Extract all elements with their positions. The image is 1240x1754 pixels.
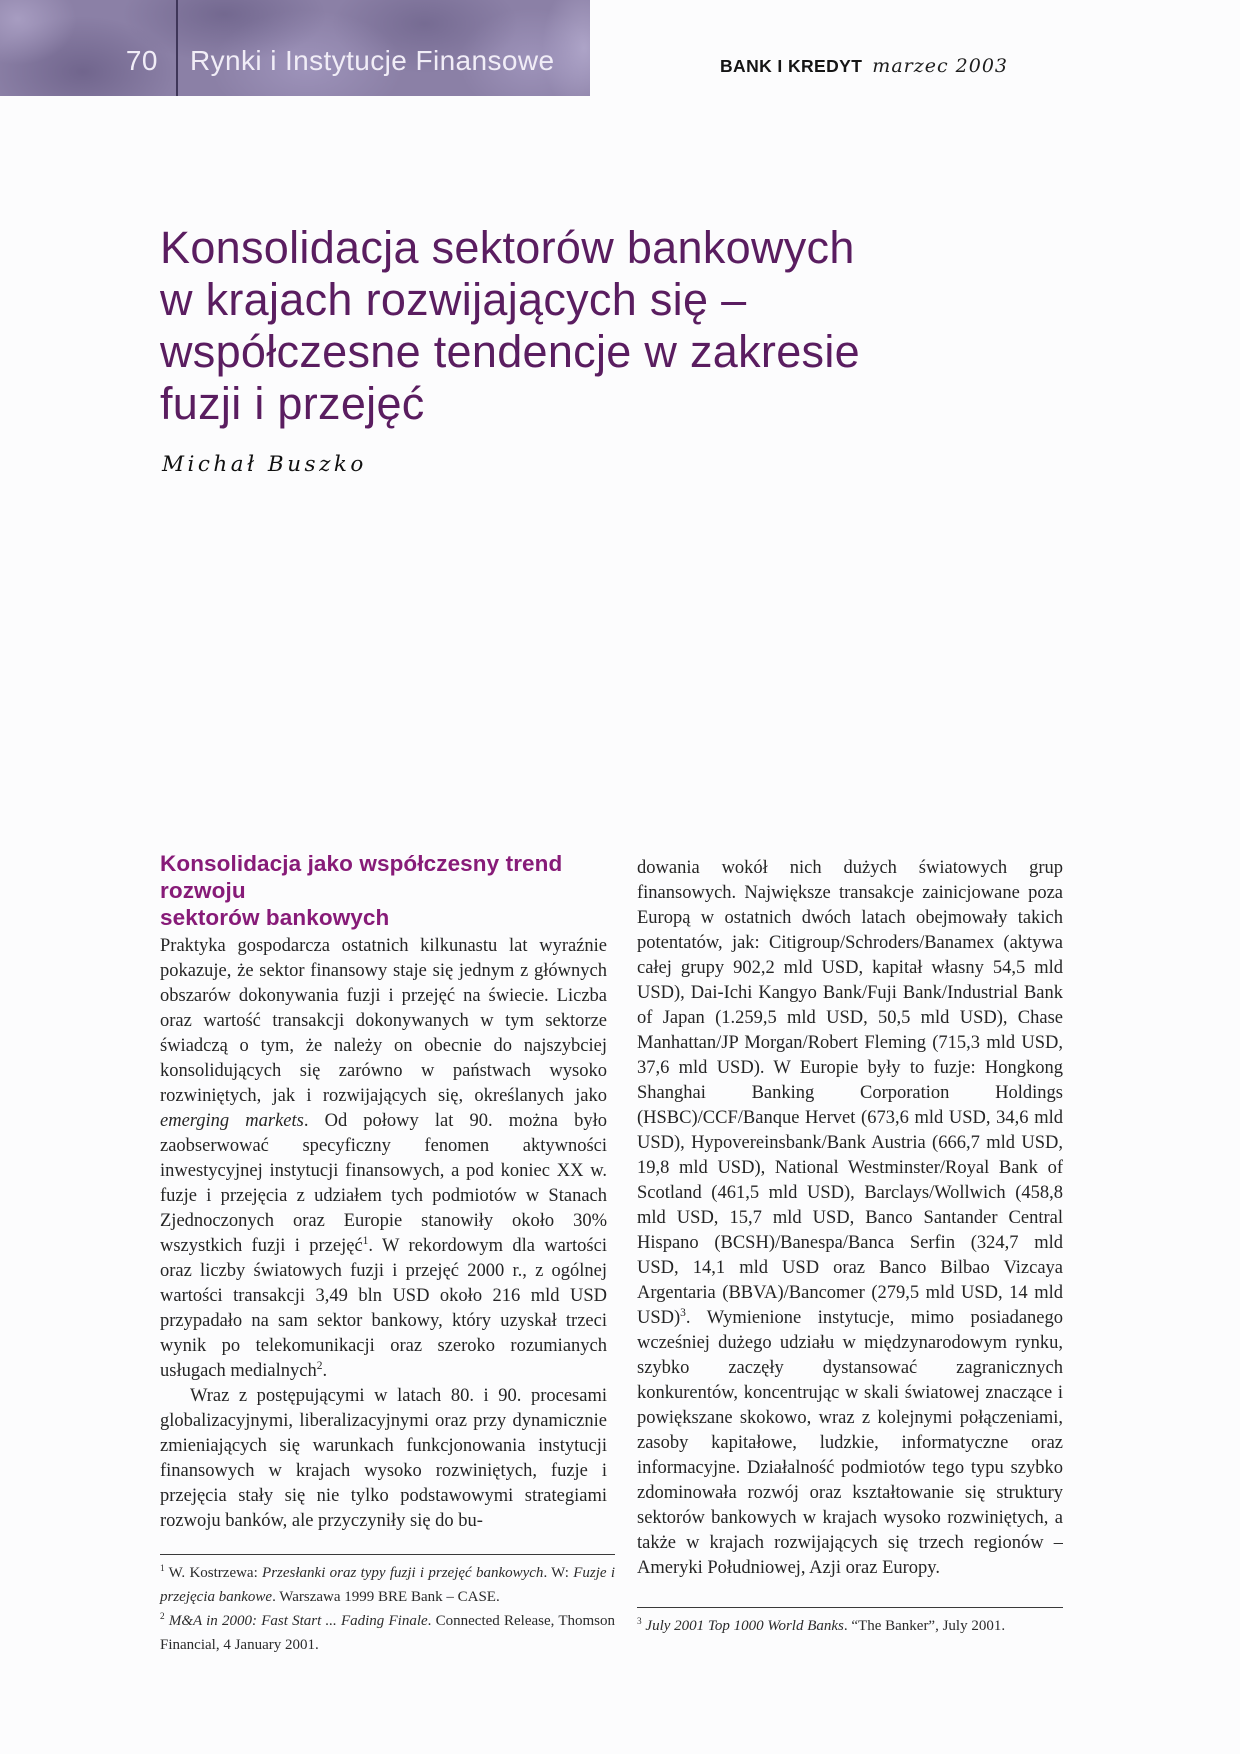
footnote-marker: 1 [160, 1564, 165, 1574]
section-heading-line: sektorów bankowych [160, 905, 390, 930]
footnote-text-italic: July 2001 Top 1000 World Banks [645, 1618, 844, 1634]
page-banner [0, 0, 590, 96]
article-title-line: w krajach rozwijających się – [160, 274, 747, 325]
article-title [160, 222, 1040, 430]
footnotes-right [637, 1615, 1063, 1640]
footnote-ref-1: 1 [362, 1234, 369, 1247]
banner-section-title: Rynki i Instytucje Finansowe [190, 45, 555, 76]
footnote-rule-right [637, 1607, 1063, 1608]
paragraph [160, 934, 607, 1384]
author-name: Michał Buszko [162, 452, 367, 477]
journal-header [720, 55, 1008, 77]
footnote-text: . Warszawa 1999 BRE Bank – CASE. [272, 1588, 500, 1605]
page-number: 70 [125, 45, 158, 76]
footnote-ref-3: 3 [680, 1306, 686, 1319]
body-text: . Wymienione instytucje, mimo posiadanego wcześniej dużego udziału w międzynarodowym rynku, szybko zaczęły dystansować zagranicznych konkurentów, koncentrując w skali światowej znaczące i powiększane skokowo, wraz z kolejnymi połączeniami, zasoby kapitałowe, ludzkie, informatyczne oraz informacyjne. Działalność podmiotów tego typu szybko zdominowała rozwój oraz kształtowanie się struktury sektorów bankowych w krajach wysoko rozwiniętych, a także w krajach rozwijających się trzech regionów – Ameryki Południowej, Azji oraz Europy. [637, 1308, 1063, 1578]
footnote-text: . Connected Release, Thomson Financial, 4 January 2001. [160, 1613, 615, 1653]
footnote-text: W. Kostrzewa: [164, 1565, 263, 1581]
footnote-marker: 3 [637, 1617, 642, 1627]
footnotes-left [160, 1562, 615, 1658]
footnote-text-italic: Przesłanki oraz typy fuzji i przejęć bankowych [262, 1565, 544, 1581]
footnote-marker: 2 [160, 1612, 165, 1622]
paragraph: Wraz z postępującymi w latach 80. i 90. procesami globalizacyjnymi, liberalizacyjnymi oraz przy dynamicznie zmieniających się warunkach funkcjonowania instytucji finansowych w krajach wysoko rozwiniętych, fuzje i przejęcia stały się nie tylko podstawowymi strategiami rozwoju banków, ale przyczyniły się do bu- [160, 1386, 607, 1531]
footnote-text-italic: M&A in 2000: Fast Start ... Fading Finale [168, 1613, 428, 1629]
section-heading-line: Konsolidacja jako współczesny trend rozwoju [160, 851, 563, 903]
body-text: . [322, 1361, 328, 1381]
footnote-2 [160, 1610, 615, 1657]
body-text: Praktyka gospodarcza ostatnich kilkunastu lat wyraźnie pokazuje, że sektor finansowy staje się jednym z głównych obszarów dokonywania fuzji i przejęć na świecie. Liczba oraz wartość transakcji dokonywanych w tym sektorze świadczą o tym, że należy on obecnie do najszybciej konsolidujących się zarówno w państwach wysoko rozwiniętych, jak i rozwijających się, określanych jako [160, 936, 607, 1106]
footnote-3 [637, 1615, 1063, 1639]
body-left-column [160, 934, 607, 1550]
body-right-column [637, 856, 1063, 1584]
footnote-text: . “The Banker”, July 2001. [843, 1618, 1006, 1634]
article-title-line: Konsolidacja sektorów bankowych [160, 222, 855, 273]
paragraph [637, 856, 1063, 1581]
body-text: dowania wokół nich dużych światowych grup finansowych. Największe transakcje zainicjowane poza Europą w ostatnich dwóch latach obejmowały takich potentatów, jak: Citigroup/Schroders/Banamex (aktywa całej grupy 902,2 mld USD, kapitał własny 54,5 mld USD), Dai-Ichi Kangyo Bank/Fuji Bank/Industrial Bank of Japan (1.259,5 mld USD, 50,5 mld USD), Chase Manhattan/JP Morgan/Robert Fleming (715,3 mld USD, 37,6 mld USD). W Europie były to fuzje: Hongkong Shanghai Banking Corporation Holdings (HSBC)/CCF/Banque Hervet (673,6 mld USD, 34,6 mld USD), Hypovereinsbank/Bank Austria (666,7 mld USD, 19,8 mld USD), National Westminster/Royal Bank of Scotland (461,5 mld USD), Barclays/Wollwich (458,8 mld USD, 15,7 mld USD, Banco Santander Central Hispano (BCSH)/Banespa/Banca Serfin (324,7 mld USD, 14,1 mld USD oraz Banco Bilbao Vizcaya Argentaria (BBVA)/Bancomer (279,5 mld USD, 14 mld USD) [637, 858, 1063, 1328]
footnote-rule-left [160, 1554, 615, 1555]
footnote-text: . W: [543, 1565, 574, 1581]
body-text: . Od połowy lat 90. można było zaobserwować specyficzny fenomen aktywności inwestycyjnej instytucji finansowych, a pod koniec XX w. fuzje i przejęcia z udziałem tych podmiotów w Stanach Zjednoczonych oraz Europie stanowiły około 30% wszystkich fuzji i przejęć [160, 1111, 607, 1256]
article-title-line: fuzji i przejęć [160, 378, 425, 429]
footnote-text-italic: Fuzje i przejęcia bankowe [160, 1565, 615, 1605]
journal-issue: marzec 2003 [872, 55, 1009, 77]
footnote-1 [160, 1562, 615, 1609]
section-heading [160, 850, 630, 931]
banner-divider [176, 0, 178, 96]
article-title-line: współczesne tendencje w zakresie [160, 326, 860, 377]
body-text: . W rekordowym dla wartości oraz liczby światowych fuzji i przejęć 2000 r., z ogólnej wartości transakcji 3,49 bln USD około 216 mld USD przypadało na sam sektor bankowy, który uzyskał trzeci wynik po telekomunikacji oraz szeroko rozumianych usługach medialnych [160, 1236, 607, 1381]
footnote-ref-2: 2 [316, 1359, 323, 1372]
body-text-italic: emerging markets [160, 1111, 304, 1131]
journal-name: BANK I KREDYT [720, 56, 863, 76]
